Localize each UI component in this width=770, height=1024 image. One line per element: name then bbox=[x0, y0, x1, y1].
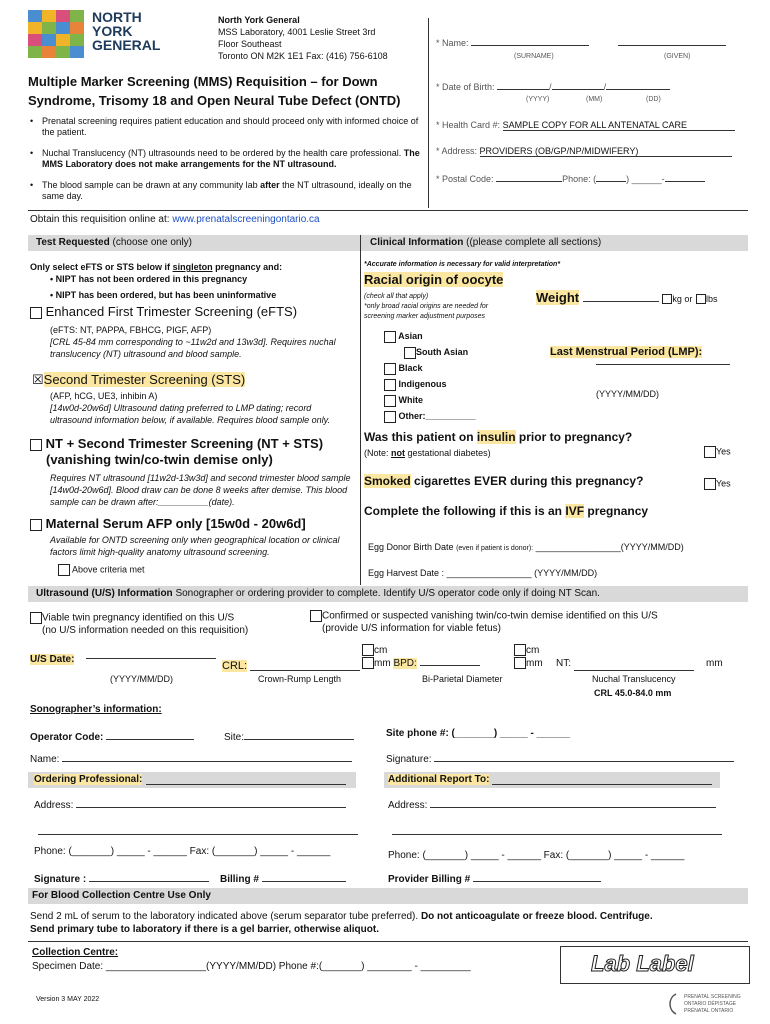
smoking-question: Smoked cigarettes EVER during this pregnancy? bbox=[364, 474, 644, 488]
title-line-2: Syndrome, Trisomy 18 and Open Neural Tube Defect (ONTD) bbox=[28, 93, 401, 108]
bpd-sublabel: Bi-Parietal Diameter bbox=[422, 674, 503, 684]
address-line-1: MSS Laboratory, 4001 Leslie Street 3rd bbox=[218, 27, 376, 37]
ordering-professional-band: Ordering Professional: bbox=[28, 772, 356, 788]
msafp-option[interactable]: Maternal Serum AFP only [15w0d - 20w6d] bbox=[30, 516, 306, 531]
lmp-format: (YYYY/MM/DD) bbox=[596, 389, 659, 399]
us-date-format: (YYYY/MM/DD) bbox=[110, 674, 173, 684]
obtain-text: Obtain this requisition online at: bbox=[30, 214, 170, 225]
version: Version 3 MAY 2022 bbox=[36, 996, 100, 1003]
ordering-address-line-2[interactable] bbox=[38, 834, 358, 835]
instructions bbox=[28, 116, 426, 202]
bullet-2: • Nuchal Translucency (NT) ultrasounds need to be ordered by the health care professional. The MMS Laboratory does not make arrangements for the NT ultrasound. bbox=[30, 148, 420, 169]
health-card-label: * Health Card #: bbox=[436, 120, 501, 130]
nt-sts-checkbox[interactable] bbox=[30, 439, 42, 451]
race-south-asian[interactable]: South Asian bbox=[384, 344, 476, 360]
ivf-title: Complete the following if this is an IVF pregnancy bbox=[364, 504, 649, 518]
sonographer-signature-field[interactable]: Signature: bbox=[386, 754, 734, 765]
check-all-note: (check all that apply) bbox=[364, 293, 429, 300]
above-criteria-checkbox[interactable] bbox=[58, 564, 70, 576]
crl-label: CRL: bbox=[222, 660, 248, 672]
phone-label: Phone: ( bbox=[562, 174, 597, 184]
efts-description: (eFTS: NT, PAPPA, FBHCG, PIGF, AFP) bbox=[50, 325, 212, 335]
serum-instruction: Send 2 mL of serum to the laboratory indicated above (serum separator tube preferred). Do not anticoagulate or freeze blood. Centrifuge. bbox=[30, 911, 653, 922]
site-field[interactable]: Site: bbox=[224, 732, 354, 743]
race-indigenous[interactable]: Indigenous bbox=[384, 376, 476, 392]
health-card-field[interactable]: SAMPLE COPY FOR ALL ANTENATAL CARE bbox=[503, 120, 735, 131]
egg-donor-date[interactable]: Egg Donor Birth Date (even if patient is donor): _________________(YYYY/MM/DD) bbox=[368, 542, 684, 552]
patient-address-field[interactable]: PROVIDERS (OB/GP/NP/MIDWIFERY) bbox=[480, 146, 732, 157]
sts-description: (AFP, hCG, UE3, inhibin A) bbox=[50, 391, 158, 401]
given-hint: (GIVEN) bbox=[664, 53, 691, 60]
ordering-signature-field[interactable]: Signature : bbox=[34, 874, 209, 885]
phone-number-field[interactable] bbox=[665, 181, 705, 182]
race-white[interactable]: White bbox=[384, 392, 476, 408]
lab-label-box bbox=[560, 946, 750, 984]
dob-year-field[interactable] bbox=[497, 89, 549, 90]
nygh-logo bbox=[28, 10, 168, 60]
pso-line-2: ONTARIO DÉPISTAGE bbox=[684, 1001, 737, 1007]
race-options bbox=[384, 328, 476, 424]
insulin-yes[interactable]: Yes bbox=[704, 446, 731, 458]
crl-units[interactable]: cm mm BPD: bbox=[362, 644, 480, 670]
additional-address-line-2[interactable] bbox=[392, 834, 722, 835]
pso-logo bbox=[666, 992, 746, 1020]
bullet-1: • Prenatal screening requires patient education and should proceed only with informed choice of the patient. bbox=[30, 116, 419, 137]
weight-field[interactable]: Weight kg or lbs bbox=[536, 290, 718, 305]
ordering-phone-fax[interactable]: Phone: (_______) _____ - ______ Fax: (_______) _____ - ______ bbox=[34, 846, 331, 857]
egg-harvest-date[interactable]: Egg Harvest Date : _________________ (YYYY/MM/DD) bbox=[368, 568, 598, 578]
smoking-yes[interactable]: Yes bbox=[704, 478, 731, 490]
sonographer-title: Sonographer’s information: bbox=[30, 704, 162, 715]
additional-report-band: Additional Report To: bbox=[384, 772, 720, 788]
section-band-test-clinical: Test Requested (choose one only) Clinical Information ((please complete all sections) bbox=[28, 235, 748, 251]
msafp-checkbox[interactable] bbox=[30, 519, 42, 531]
provider-billing-field[interactable]: Provider Billing # bbox=[388, 874, 601, 885]
org-name: North York General bbox=[218, 15, 300, 25]
us-date-field[interactable] bbox=[86, 658, 216, 659]
broad-origins-note: *only broad racial origins are needed for screening marker adjustment purposes bbox=[364, 303, 489, 320]
pso-line-1: PRENATAL SCREENING bbox=[684, 994, 741, 1000]
crl-sublabel: Crown-Rump Length bbox=[258, 674, 342, 684]
pso-line-3: PRÉNATAL ONTARIO bbox=[684, 1008, 734, 1014]
lab-label-text: Lab Label bbox=[591, 951, 694, 976]
ordering-billing-field[interactable]: Billing # bbox=[220, 874, 346, 885]
dob-label: * Date of Birth: bbox=[436, 82, 495, 92]
pso-swirl-icon bbox=[666, 992, 680, 1016]
postal-code-label: * Postal Code: bbox=[436, 174, 494, 184]
lmp-label: Last Menstrual Period (LMP): bbox=[550, 346, 703, 358]
test-requested-header: Test Requested bbox=[36, 237, 110, 248]
crl-field[interactable] bbox=[250, 670, 360, 671]
race-other[interactable]: Other:__________ bbox=[384, 408, 476, 424]
gestational-note: (Note: not gestational diabetes) bbox=[364, 448, 491, 458]
name-label: * Name: bbox=[436, 38, 469, 48]
surname-hint: (SURNAME) bbox=[514, 53, 554, 60]
collection-centre-label: Collection Centre: bbox=[32, 947, 119, 958]
section-band-ultrasound: Ultrasound (U/S) Information Sonographer or ordering provider to complete. Identify U/S operator code only if doing NT Scan. bbox=[28, 586, 748, 602]
racial-origin-title: Racial origin of oocyte bbox=[364, 272, 504, 287]
bpd-units[interactable]: cm mm bbox=[514, 644, 543, 670]
specimen-date-field[interactable]: Specimen Date: __________________(YYYY/MM/DD) Phone #:(_______) ________ - _________ bbox=[32, 961, 471, 972]
sts-requirements: [14w0d-20w6d] Ultrasound dating preferred to LMP dating; record ultrasound information below, if available. Requires blood sample only. bbox=[50, 403, 330, 425]
crl-range: CRL 45.0-84.0 mm bbox=[594, 688, 672, 698]
logo-mosaic-icon bbox=[28, 10, 86, 60]
dob-day-field[interactable] bbox=[606, 89, 670, 90]
address-line-2: Floor Southeast bbox=[218, 39, 282, 49]
collection-centre bbox=[32, 946, 471, 974]
race-asian[interactable]: Asian bbox=[384, 328, 476, 344]
dob-yyyy-hint: (YYYY) bbox=[526, 96, 550, 103]
nipt-condition-2: • NIPT has been ordered, but has been uninformative bbox=[50, 290, 277, 300]
sonographer-name-field[interactable]: Name: bbox=[30, 754, 352, 765]
bullet-3: • The blood sample can be drawn at any community lab after the NT ultrasound, ideally on the same day. bbox=[30, 180, 412, 201]
phone-rest: ) ______- bbox=[626, 174, 665, 184]
operator-code-field[interactable]: Operator Code: bbox=[30, 732, 194, 743]
race-black[interactable]: Black bbox=[384, 360, 476, 376]
accurate-note: *Accurate information is necessary for valid interpretation* bbox=[364, 261, 561, 268]
nt-sts-option[interactable]: NT + Second Trimester Screening (NT + STS) (vanishing twin/co-twin demise only) bbox=[30, 436, 323, 468]
logo-line-2: YORK bbox=[92, 23, 133, 39]
tube-instruction: Send primary tube to laboratory if there is a gel barrier, otherwise aliquot. bbox=[30, 924, 379, 935]
nt-label: NT: bbox=[556, 658, 571, 669]
nt-unit: mm bbox=[706, 658, 723, 669]
clinical-info-header: Clinical Information bbox=[370, 237, 464, 248]
nipt-condition-1: • NIPT has not been ordered in this pregnancy bbox=[50, 274, 248, 284]
efts-option[interactable]: Enhanced First Trimester Screening (eFTS) bbox=[30, 304, 297, 319]
lab-address bbox=[218, 14, 388, 62]
efts-checkbox[interactable] bbox=[30, 307, 42, 319]
above-criteria-option[interactable]: Above criteria met bbox=[58, 564, 145, 576]
insulin-question: Was this patient on insulin prior to pregnancy? bbox=[364, 430, 633, 444]
site-phone-field[interactable]: Site phone #: (_______) _____ - ______ bbox=[386, 728, 570, 739]
phone-area-field[interactable] bbox=[596, 181, 626, 182]
dob-mm-hint: (MM) bbox=[586, 96, 603, 103]
efts-requirements: [CRL 45-84 mm corresponding to ~11w2d and 13w3d]. Requires nuchal translucency (NT) ultrasound and blood sample. bbox=[50, 337, 336, 359]
nt-sublabel: Nuchal Translucency bbox=[592, 674, 676, 684]
nt-sts-requirements: Requires NT ultrasound [11w2d-13w3d] and second trimester blood sample [14w0d-20w6d]. Blood draw can be done 8 weeks after demise. This blood sample can be drawn after:__________(date). bbox=[50, 473, 351, 507]
blood-collection-header: For Blood Collection Centre Use Only bbox=[32, 890, 211, 901]
requisition-link[interactable]: www.prenatalscreeningontario.ca bbox=[172, 214, 320, 225]
msafp-requirements: Available for ONTD screening only when geographical location or clinical factors limit high-quality anatomy ultrasound screening. bbox=[50, 535, 340, 557]
postal-code-field[interactable] bbox=[496, 181, 562, 182]
title-line-1: Multiple Marker Screening (MMS) Requisition – for Down bbox=[28, 74, 378, 89]
surname-field[interactable] bbox=[471, 45, 589, 46]
us-date-label: U/S Date: bbox=[30, 654, 75, 665]
vanishing-twin-option[interactable]: Confirmed or suspected vanishing twin/co-twin demise identified on this U/S (provide U/S information for viable fetus) bbox=[310, 610, 658, 635]
blood-collection-section bbox=[30, 910, 748, 936]
logo-line-3: GENERAL bbox=[92, 37, 161, 53]
dob-month-field[interactable] bbox=[552, 89, 604, 90]
additional-phone-fax[interactable]: Phone: (_______) _____ - ______ Fax: (_______) _____ - ______ bbox=[388, 850, 685, 861]
obtain-online bbox=[30, 214, 320, 225]
sts-checkbox-checked[interactable]: ☒ bbox=[32, 372, 44, 387]
ordering-address-field[interactable]: Address: bbox=[34, 800, 346, 811]
sts-option[interactable]: ☒Second Trimester Screening (STS) bbox=[32, 372, 246, 387]
dob-dd-hint: (DD) bbox=[646, 96, 661, 103]
address-label: * Address: bbox=[436, 146, 478, 156]
logo-line-1: NORTH bbox=[92, 9, 142, 25]
lmp-field[interactable] bbox=[596, 364, 730, 365]
page-title bbox=[28, 72, 428, 110]
blood-collection-band bbox=[28, 888, 748, 904]
given-name-field[interactable] bbox=[618, 45, 726, 46]
additional-address-field[interactable]: Address: bbox=[388, 800, 716, 811]
nt-field[interactable] bbox=[574, 670, 694, 671]
viable-twin-option[interactable]: Viable twin pregnancy identified on this U/S (no U/S information needed on this requisition) bbox=[30, 612, 248, 637]
address-line-3: Toronto ON M2K 1E1 Fax: (416) 756-6108 bbox=[218, 51, 388, 61]
